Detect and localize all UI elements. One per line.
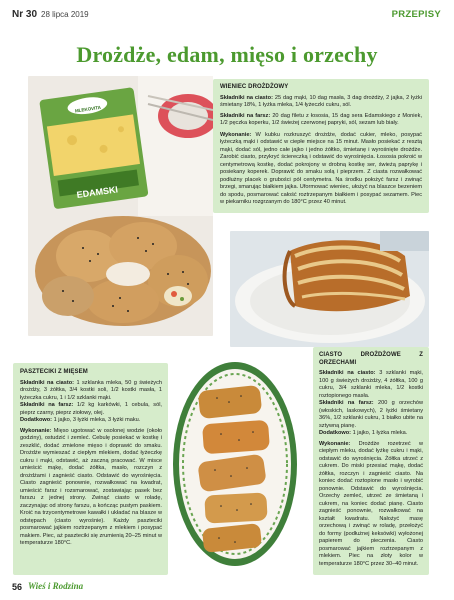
- recipe-title: WIENIEC DROŻDŻOWY: [220, 84, 289, 90]
- method: Wykonanie: Mięso ugotować w osolonej wodzie (około godziny), ostudzić i zemleć. Cebulę posiekać w kostkę i zeszklić, dodać zmielone mięso i doprawić do smaku. Drożdże wymieszać z ciepłym mlekiem, dodać łyżeczkę cukru i mąki, odstawić, aż zaczną pracować. W misce umieścić mąkę, dodać żółtka, masło, rozczyn z drożdżami i zagnieść ciasto. Odstawić do wyrośnięcia. Ciasto zagnieść ponownie, rozwałkować na kwadrat, umieścić farsz i rozsmarować, zostawiając pasek bez farszu z jednej strony. Zwinąć ciasto w roladę, zaczynając od strony farszu, a kończąc pustym paskiem. Kroić na trzycentymetrowe kawałki i układać na blasze w odstępach (ciasto wyrośnie). Każdy paszteciki posmarować jajkiem roztrzepanym z mlekiem i posypać makiem. Piec, aż paszteciki się zrumienią 20–25 minut w temperaturze 180°C.: [20, 427, 162, 546]
- method: Wykonanie: W kubku rozkruszyć drożdże, dodać cukier, mleko, posypać łyżeczką mąki i odstawić w ciepłe miejsce na 15 minut. Masło posiekać z resztą mąki, dodać sól, jedno całe jajko i jedno żółtko, śmietanę i wyrośnięte drożdże. Zarobić ciasto, przykryć ściereczką i odstawić do wyrośnięcia. Łososia pokroić w centymetrową kostkę, dodać pokrojony w drobną kostkę ser, świeżą paprykę i posiekany koperek. Doprawić do smaku solą i pieprzem. Z ciasta rozwałkować podłużny placek o grubości pół centymetra. Na środku położyć farsz i zwinąć brzegi, smarując białkiem jajka. Uformować wieniec, ułożyć na blaszce bezeniem do spodu, posmarować całość roztrzepanym białkiem i posypać sezamem. Piec w piekarniku rozgrzanym do 180°C przez 40 minut.: [220, 131, 422, 205]
- photo-pasties: [169, 358, 301, 570]
- ingredients-dough: Składniki na ciasto: 3 szklanki mąki, 100 g świeżych drożdży, 4 żółtka, 100 g cukru, 3/4 szklanki mleka, 1/2 kostki roztopionego masła.: [319, 370, 423, 399]
- cheese-brand-badge: MLEKOVITA: [74, 104, 102, 114]
- magazine-name: Wieś i Rodzina: [28, 581, 84, 591]
- ingredients-dough: Składniki na ciasto: 1 szklanka mleka, 50 g świeżych drożdży, 3 żółtka, 3/4 kostki soli, 1/2 kostki masła, 1 łyżeczka cukru, 1 i 1/2 szklanki mąki.: [20, 379, 162, 401]
- photo-nut-cake: [230, 231, 429, 347]
- page-title: Drożdże, edam, mięso i orzechy: [76, 42, 378, 67]
- ingredients-filling: Składniki na farsz: 1/2 kg karkówki, 1 cebula, sól, pieprz czarny, pieprz ziołowy, olej.: [20, 402, 162, 416]
- ingredients-extra: Dodatkowo: 1 jajko, 3 łyżki mleka, 3 łyżki maku.: [20, 417, 141, 423]
- issue-label: Nr 30: [12, 9, 38, 20]
- ingredients-filling: Składniki na farsz: 20 dag filetu z łososia, 15 dag sera Edamskiego z Moniek, 1/2 pęczka koperku, 1/2 świeżej czerwonej papryki, sól, sezam lub biały.: [220, 112, 422, 126]
- issue-number: [12, 9, 89, 20]
- recipe-box-wreath: [213, 79, 429, 213]
- ingredients-filling: Składniki na farsz: 200 g orzechów (włoskich, laskowych), 2 łyżki śmietany 36%, 1/2 szklanki cukru, 1 białko ubite na sztywną pianę.: [319, 400, 424, 429]
- recipe-title: CIASTO DROŻDŻOWE Z ORZECHAMI: [319, 352, 423, 366]
- cheese-label: EDAMSKI: [76, 184, 119, 200]
- recipe-box-pasties: [13, 363, 168, 575]
- method: Wykonanie: Drożdże rozetrzeć w ciepłym mleku, dodać łyżkę cukru i mąki, odstawić do wyrośnięcia. Żółtka utrzeć z cukrem. Do miski przesiać mąkę, dodać żółtka, rozczyn i zagnieść ciasto. Na koniec dodać roztopione masło i wyrobić ponownie. Odstawić do wyrośnięcia. Orzechy zemleć, utrzeć ze śmietaną i cukrem, na koniec dodać pianę. Ciasto zagnieść ponownie, rozwałkować na kształt kwadratu. Nałożyć masę orzechową i zwinąć w roladę, przełożyć do formy (podłużnej keksówki) wyłożonej papierem do pieczenia. Ciasto posmarować jajkiem roztrzepanym z mlekiem. Piec na złoty kolor w temperaturze 180°C przez 30–40 minut.: [319, 440, 423, 567]
- page-number: 56: [12, 582, 23, 592]
- issue-date: 28 lipca 2019: [41, 10, 89, 19]
- wreath-illustration: [28, 76, 213, 336]
- photo-wreath: [28, 76, 213, 336]
- nut-cake-illustration: [230, 231, 429, 347]
- pasties-illustration: [169, 358, 301, 570]
- recipe-box-nut-cake: [313, 347, 429, 575]
- ingredients-dough: Składniki na ciasto: 25 dag mąki, 10 dag masła, 3 dag drożdży, 2 jajka, 2 łyżki śmietany 18%, 1 łyżka mleka, 1/4 łyżeczki cukru, sól.: [220, 94, 422, 108]
- section-label: PRZEPISY: [391, 9, 441, 20]
- ingredients-extra: Dodatkowo: 1 jajko, 1 łyżka mleka.: [319, 430, 408, 436]
- recipe-title: PASZTECIKI Z MIĘSEM: [20, 369, 88, 375]
